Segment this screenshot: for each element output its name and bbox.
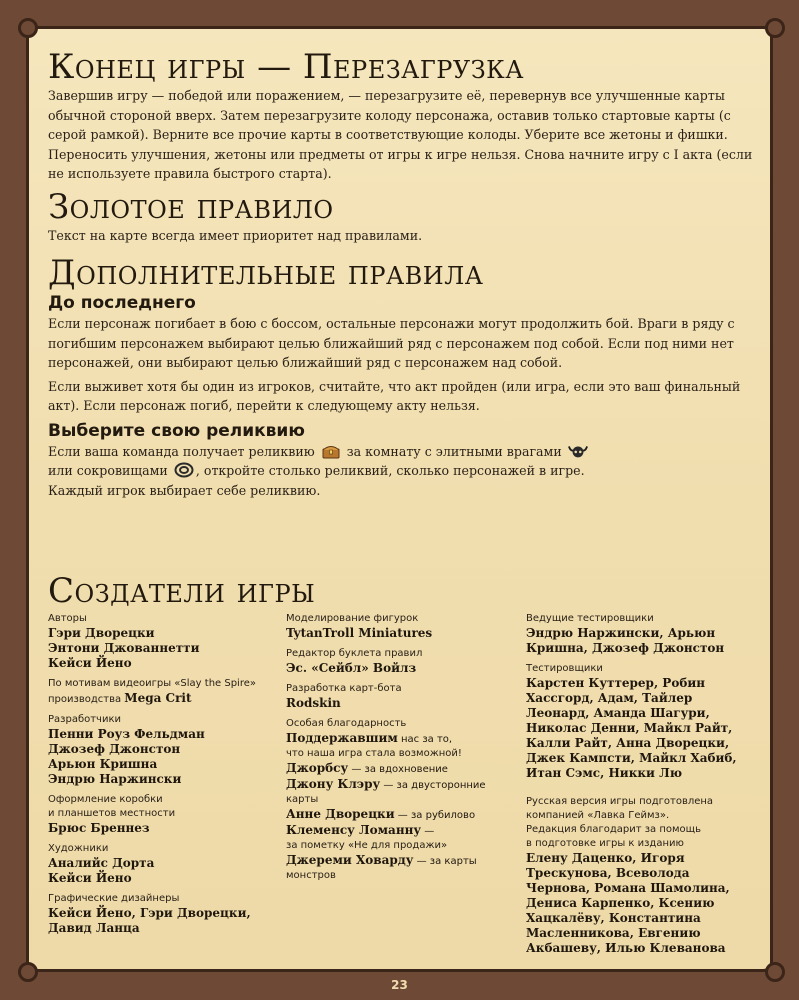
credits-column-2: Моделирование фигурок TytanTroll Miniatures Редактор буклета правил Эс. «Сейбл» Войлз Разработка карт-бота Rodskin Особая благодарность Поддержавшим нас за то, что наша игра стала возможной! Джорбсу — за вдохновение Джону Клэру — за двусторонние карты Анне Дворецки — за рубилово Клеменсу Ломанну — за пометку «Не для продажи» Джереми Ховарду — за карты монстров <box>286 613 486 881</box>
relic-paragraph: Если ваша команда получает реликвию за комнату с элитными врагами или сокровищами , откройте столько реликвий, сколько персонажей в игре. Каждый игрок выбирает себе реликвию. <box>48 442 758 501</box>
paragraph: Если выживет хотя бы один из игроков, считайте, что акт пройден (или игра, если это ваш финальный акт). Если персонаж погиб, перейти к следующему акту нельзя. <box>48 378 741 413</box>
section-end-game <box>48 48 758 184</box>
paragraph: Если персонаж погибает в бою с боссом, остальные персонажи могут продолжить бой. Враги в ряду с погибшим персонажем выбирают целью ближайший ряд с персонажем под собой. Если под ними нет персонажей, они выбирают целью ближайший ряд с персонажем над собой. <box>48 316 735 370</box>
section-text: Текст на карте всегда имеет приоритет над правилами. <box>48 228 423 243</box>
section-title: Золотое правило <box>48 187 334 227</box>
section-text: Завершив игру — победой или поражением, — перезагрузите её, перевернув все улучшенные карты обычной стороной вверх. Затем перезагрузите колоду персонажа, оставив только стартовые карты (с серой рамкой). Верните все прочие карты в соответствующие колоды. Уберите все жетоны и фишки. Переносить улучшения, жетоны или предметы от игры к игре нельзя. Снова начните игру с I акта (если не используете правила быстрого старта). <box>48 88 753 181</box>
section-title: Дополнительные правила <box>48 253 484 293</box>
corner-rivet <box>765 18 785 38</box>
treasure-ring-icon <box>174 462 194 478</box>
horned-skull-icon <box>568 443 588 459</box>
subsection-heading: Выберите свою реликвию <box>48 420 305 441</box>
page-number: 23 <box>391 978 408 992</box>
credits-column-1: Авторы Гэри Дворецки Энтони Джованнетти Кейси Йено По мотивам видеоигры «Slay the Spire» производства Mega Crit Разработчики Пенни Роуз Фельдман Джозеф Джонстон Арьюн Кришна Эндрю Наржински Оформление коробки и планшетов местности Брюс Бреннез Художники Аналийс Дорта Кейси Йено Графические дизайнеры Кейси Йено, Гэри Дворецки, Давид Ланца <box>48 613 256 935</box>
corner-rivet <box>18 18 38 38</box>
treasure-chest-icon <box>321 443 341 459</box>
credits-title: Создатели игры <box>48 571 316 611</box>
subsection-heading: До последнего <box>48 293 196 313</box>
section-title: Конец игры — Перезагрузка <box>48 47 524 87</box>
section-extra-rules <box>48 254 758 500</box>
section-golden-rule <box>48 188 422 246</box>
credits-column-3: Ведущие тестировщики Эндрю Наржински, Арьюн Кришна, Джозеф Джонстон Тестировщики Карстен Куттерер, Робин Хассгорд, Адам, Тайлер Леонард, Аманда Шагури, Николас Денни, Майкл Райт, Калли Райт, Анна Дворецки, Джек Кампсти, Майкл Хабиб, Итан Сэмс, Никки Лю Русская версия игры подготовлена компанией «Лавка Геймз». Редакция благодарит за помощь в подготовке игры к изданию Елену Даценко, Игоря Трескунова, Всеволода Чернова, Романа Шамолина, Дениса Карпенко, Ксению Хацкалёву, Константина Масленникова, Евгению Акбашеву, Илью Клеванова <box>526 613 737 955</box>
